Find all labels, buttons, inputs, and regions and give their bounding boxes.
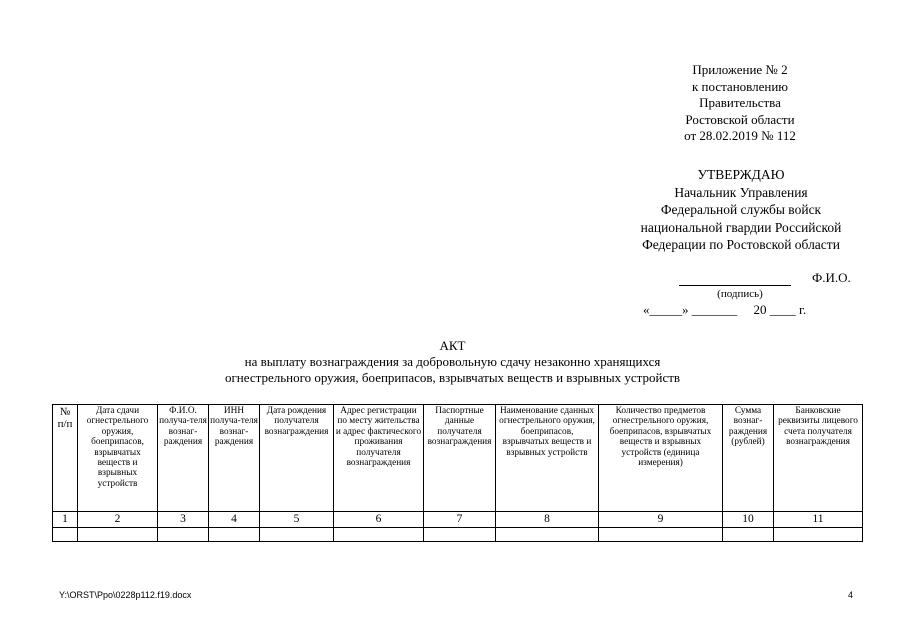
approval-line: УТВЕРЖДАЮ — [697, 167, 785, 182]
table-cell — [424, 528, 496, 542]
column-header: Дата рождения получателя вознаграждения — [260, 405, 334, 512]
column-number: 8 — [496, 512, 599, 528]
table-header-row — [53, 405, 863, 512]
table-cell — [774, 528, 863, 542]
column-number: 5 — [260, 512, 334, 528]
footer-file-path: Y:\ORST\Ppo\0228p112.f19.docx — [59, 590, 192, 600]
column-number: 6 — [334, 512, 424, 528]
act-subtitle-line: на выплату вознаграждения за добровольную сдачу незаконно хранящихся — [244, 354, 661, 369]
column-header: Банковские реквизиты лицевого счета получателя вознаграждения — [774, 405, 863, 512]
column-header: Ф.И.О. получа-теля вознаг-раждения — [158, 405, 209, 512]
appendix-line: к постановлению — [691, 78, 789, 94]
column-header: ИНН получа-теля вознаг-раждения — [209, 405, 260, 512]
appendix-line: Правительства — [699, 95, 781, 110]
table-cell — [78, 528, 158, 542]
page-number: 4 — [848, 590, 854, 600]
table-cell — [53, 528, 78, 542]
appendix-line: Приложение № 2 — [692, 62, 788, 77]
approval-line: национальной гвардии Российской — [640, 219, 842, 235]
column-number: 7 — [424, 512, 496, 528]
column-header: Дата сдачи огнестрельного оружия, боеприпасов, взрывчатых веществ и взрывных устройств — [78, 405, 158, 512]
fio-label: Ф.И.О. — [812, 270, 851, 285]
approval-line: Федерации по Ростовской области — [642, 237, 840, 252]
act-subtitle-line: огнестрельного оружия, боеприпасов, взрывчатых веществ и взрывных устройств — [224, 370, 681, 385]
column-header: Сумма вознаг-раждения (рублей) — [723, 405, 774, 512]
column-header: № п/п — [53, 405, 78, 512]
approval-line: Начальник Управления — [674, 184, 808, 200]
signature-caption: (подпись) — [717, 288, 763, 300]
column-number: 4 — [209, 512, 260, 528]
approval-line: Федеральной службы войск — [660, 202, 822, 217]
table-cell — [723, 528, 774, 542]
table-row — [53, 528, 863, 542]
appendix-line: от 28.02.2019 № 112 — [684, 128, 796, 143]
column-header: Адрес регистрации по месту жительства и адрес фактического проживания получателя вознаграждения — [334, 405, 424, 512]
column-number: 9 — [599, 512, 723, 528]
table-cell — [334, 528, 424, 542]
column-number: 1 — [53, 512, 78, 528]
appendix-line: Ростовской области — [685, 111, 795, 127]
table-cell — [209, 528, 260, 542]
date-line: «_____» _______ 20 ____ г. — [643, 302, 807, 317]
column-header: Наименование сданных огнестрельного оружия, боеприпасов, взрывчатых веществ и взрывных устройств — [496, 405, 599, 512]
signature-line — [679, 285, 791, 286]
column-header: Паспортные данные получателя вознаграждения — [424, 405, 496, 512]
table-cell — [496, 528, 599, 542]
column-number: 10 — [723, 512, 774, 528]
act-title: АКТ — [439, 338, 466, 353]
approval-block — [610, 166, 872, 254]
table-cell — [158, 528, 209, 542]
act-table — [52, 404, 863, 542]
appendix-block — [660, 62, 820, 145]
act-title-block — [120, 338, 785, 386]
column-number: 11 — [774, 512, 863, 528]
column-number: 3 — [158, 512, 209, 528]
table-cell — [599, 528, 723, 542]
column-header: Количество предметов огнестрельного оружия, боеприпасов, взрывчатых веществ и взрывных устройств (единица измерения) — [599, 405, 723, 512]
column-number: 2 — [78, 512, 158, 528]
table-cell — [260, 528, 334, 542]
column-number-row — [53, 512, 863, 528]
